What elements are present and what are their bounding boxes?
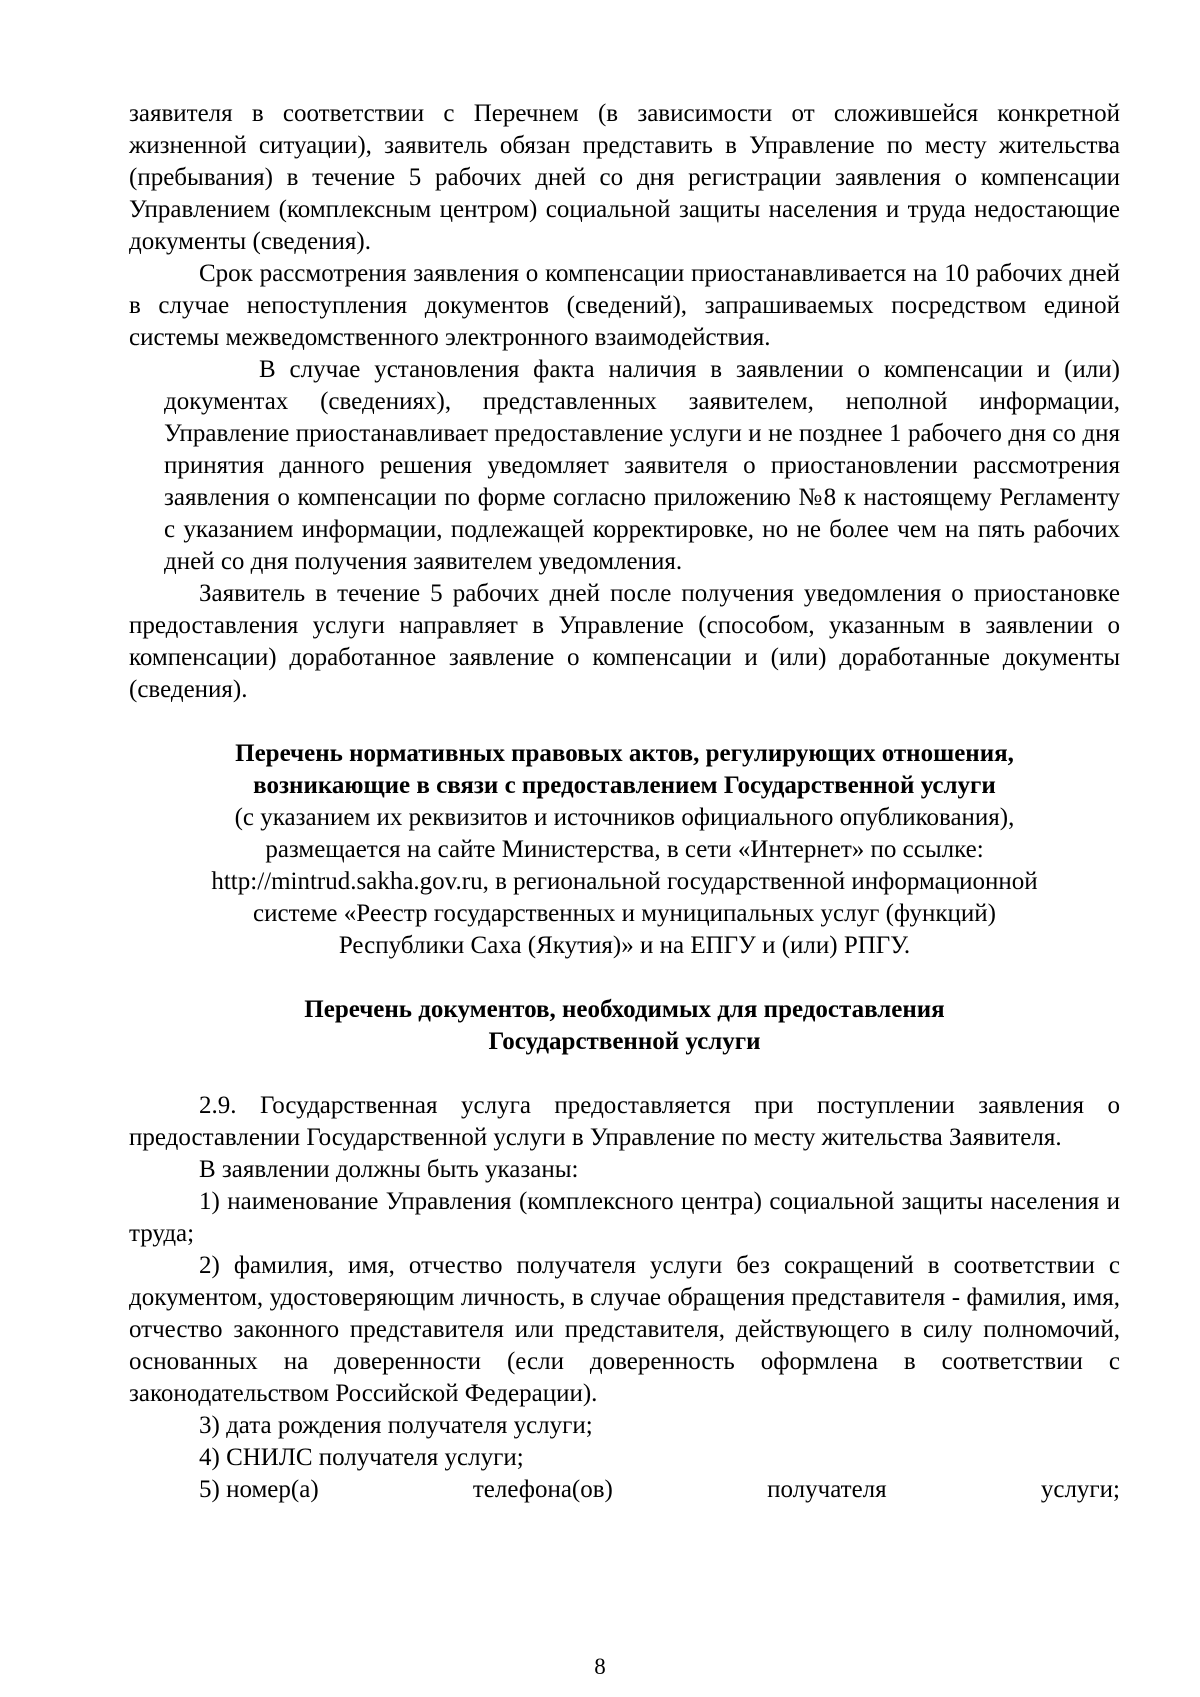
section-text-line-link: http://mintrud.sakha.gov.ru, в региональной государственной информационной	[211, 868, 1038, 895]
section-heading-line: Перечень документов, необходимых для предоставления	[304, 996, 945, 1023]
section-documents-list	[129, 994, 1120, 1506]
list-item-spread	[129, 1474, 1120, 1506]
paragraph-2-9: 2.9. Государственная услуга предоставляется при поступлении заявления о предоставлении Государственной услуги в Управление по месту жительства Заявителя.	[129, 1092, 1120, 1151]
list-item-part: услуги;	[1040, 1476, 1120, 1503]
page-content	[129, 98, 1120, 1506]
section-text-line: (с указанием их реквизитов и источников официального опубликования),	[234, 804, 1015, 831]
section-heading-line: Перечень нормативных правовых актов, регулирующих отношения,	[235, 740, 1014, 767]
list-item: 3) дата рождения получателя услуги;	[199, 1412, 593, 1439]
list-item-part: телефона(ов)	[472, 1476, 613, 1503]
list-item-part: 5) номер(а)	[199, 1476, 319, 1503]
section-text-line: размещается на сайте Министерства, в сети «Интернет» по ссылке:	[265, 836, 984, 863]
paragraph-intro: В заявлении должны быть указаны:	[199, 1156, 579, 1183]
spacer	[129, 706, 1120, 738]
spacer	[129, 962, 1120, 994]
list-item-part: получателя	[767, 1476, 887, 1503]
list-item: 1) наименование Управления (комплексного центра) социальной защиты населения и труда;	[129, 1188, 1120, 1247]
section-text-line: Республики Саха (Якутия)» и на ЕПГУ и (или) РПГУ.	[338, 932, 911, 959]
section-heading-line: Государственной услуги	[488, 1028, 761, 1055]
list-item: 4) СНИЛС получателя услуги;	[199, 1444, 524, 1471]
paragraph-suspension-term: Срок рассмотрения заявления о компенсации приостанавливается на 10 рабочих дней в случае непоступления документов (сведений), запрашиваемых посредством единой системы межведомственного электронного взаимодействия.	[129, 260, 1120, 351]
paragraph-continuation: заявителя в соответствии с Перечнем (в зависимости от сложившейся конкретной жизненной ситуации), заявитель обязан представить в Управление по месту жительства (пребывания) в течение 5 рабочих дней со дня регистрации заявления о компенсации Управлением (комплексным центром) социальной защиты населения и труда недостающие документы (сведения).	[129, 100, 1120, 255]
section-heading-line: возникающие в связи с предоставлением Государственной услуги	[253, 772, 996, 799]
paragraph-applicant-response: Заявитель в течение 5 рабочих дней после получения уведомления о приостановке предоставления услуги направляет в Управление (способом, указанным в заявлении о компенсации) доработанное заявление о компенсации и (или) доработанные документы (сведения).	[129, 580, 1120, 703]
page-number: 8	[594, 1654, 606, 1679]
spacer	[129, 1058, 1120, 1090]
section-text-line: системе «Реестр государственных и муниципальных услуг (функций)	[253, 900, 996, 927]
list-item: 2) фамилия, имя, отчество получателя услуги без сокращений в соответствии с документом, удостоверяющим личность, в случае обращения представителя - фамилия, имя, отчество законного представителя или представителя, действующего в силу полномочий, основанных на доверенности (если доверенность оформлена в соответствии с законодательством Российской Федерации).	[129, 1252, 1120, 1407]
section-legal-acts	[129, 738, 1120, 962]
paragraph-incomplete-info: В случае установления факта наличия в заявлении о компенсации и (или) документах (сведениях), представленных заявителем, неполной информации, Управление приостанавливает предоставление услуги и не позднее 1 рабочего дня со дня принятия данного решения уведомляет заявителя о приостановлении рассмотрения заявления о компенсации по форме согласно приложению №8 к настоящему Регламенту с указанием информации, подлежащей корректировке, но не более чем на пять рабочих дней со дня получения заявителем уведомления.	[164, 356, 1120, 575]
